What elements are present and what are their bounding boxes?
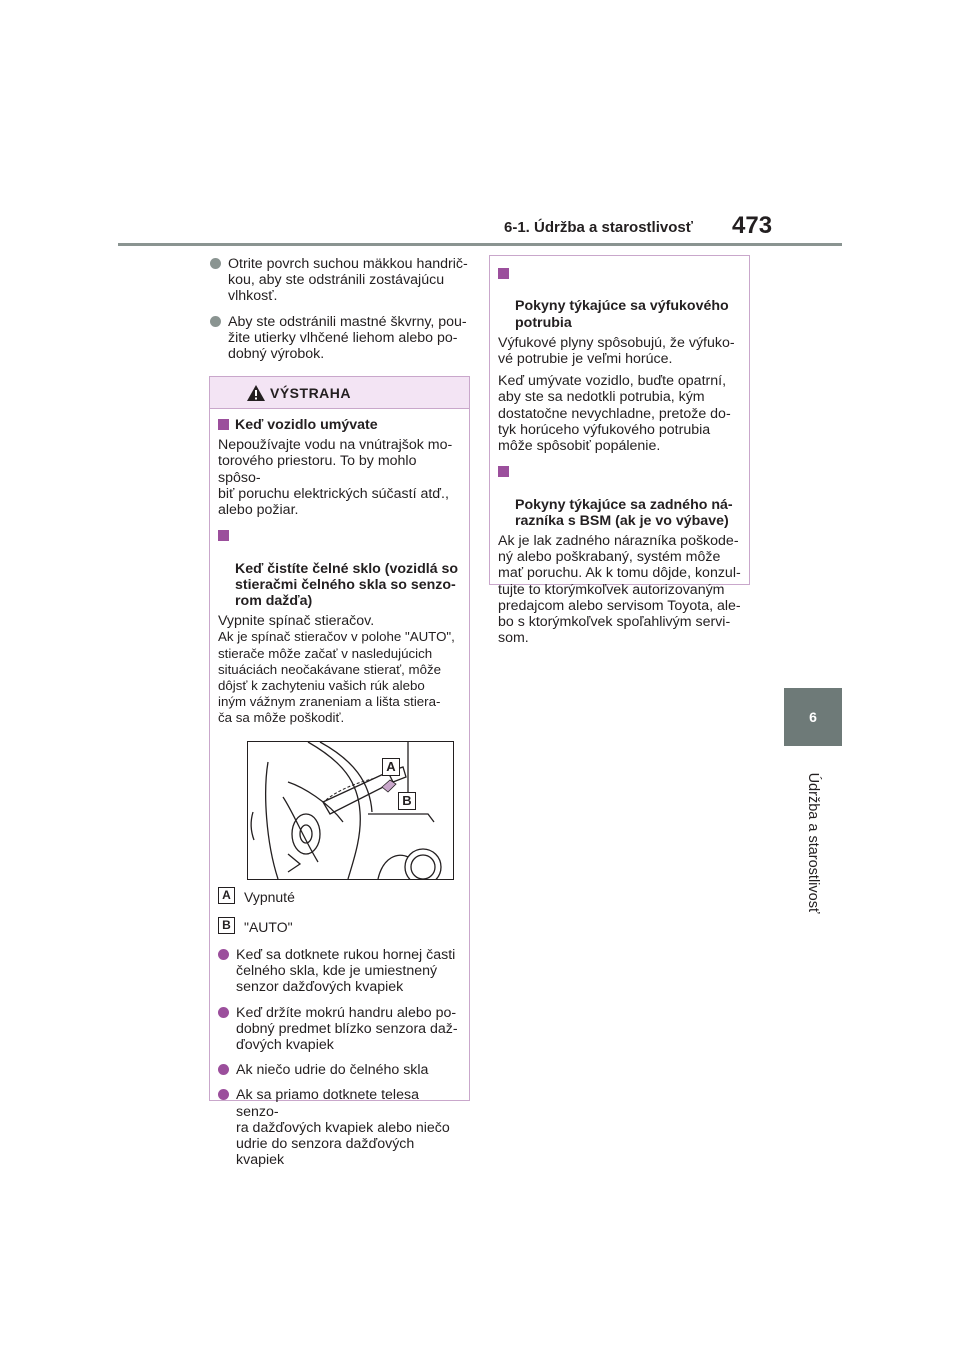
legend-key: A (218, 887, 235, 904)
bullet-icon (210, 316, 221, 327)
warning-title: VÝSTRAHA (270, 385, 352, 401)
bullet-text: Otrite povrch suchou mäkkou handrič- kou, aby ste odstránili zostávajúcu vlhkosť. (228, 256, 468, 305)
bullet-icon (218, 1064, 229, 1075)
bullet-text: Keď držíte mokrú handru alebo po- dobný predmet blízko senzora daž- ďových kvapiek (236, 1004, 458, 1054)
list-item (218, 1087, 461, 1168)
legend-text: Vypnuté (244, 888, 295, 905)
warning-box (209, 376, 470, 1169)
steering-column-drawing (248, 742, 453, 879)
left-column (210, 256, 472, 371)
list-item (218, 947, 461, 996)
section-title: 6-1. Údržba a starostlivosť (504, 219, 693, 236)
section-text: Keď umývate vozidlo, buďte opatrní, aby ste sa nedotkli potrubia, kým dostatočne nevychladne, pretože do- tyk horúceho výfukového potrubia môže spôsobiť popálenie. (498, 373, 731, 455)
bullet-text: Aby ste odstránili mastné škvrny, pou- žite utierky vlhčené liehom alebo po- dobný výrobok. (228, 313, 467, 363)
bullet-text: Ak sa priamo dotknete telesa senzo- ra dažďových kvapiek alebo niečo udrie do senzora dažďových kvapiek (236, 1087, 450, 1169)
legend-item (218, 919, 461, 935)
bullet-text: Ak niečo udrie do čelného skla (236, 1062, 429, 1079)
section-text-para: Ak je spínač stieračov v polohe "AUTO", stierače môže začať v nasledujúcich situáciách neočakávane stierať, môže dôjsť k zachyteniu vašich rúk alebo iným vážnym zraneniam a lišta stiera- ča sa môže poškodiť. (218, 629, 455, 726)
chapter-title: Údržba a starostlivosť (805, 772, 821, 914)
section-text: Ak je lak zadného nárazníka poškode- ný alebo poškrabaný, systém môže mať poruchu. Ak k tomu dôjde, konzul- tujte to ktorýmkoľvek autorizovaným predajcom alebo servisom Toyota, ale- bo s ktorýmkoľvek spoľahlivým servi- som. (498, 533, 741, 647)
legend-item (218, 889, 461, 905)
square-bullet-icon (218, 419, 229, 430)
bullet-icon (218, 1007, 229, 1018)
notice-box (489, 255, 750, 647)
section-text: Výfukové plyny spôsobujú, že výfuko- vé potrubie je veľmi horúce. (498, 334, 735, 368)
section-text (218, 613, 461, 726)
section-heading: Keď čistíte čelné sklo (vozidlá so stieračmi čelného skla so senzo- rom dažďa) (218, 528, 461, 609)
bullet-text: Keď sa dotknete rukou hornej časti čelného skla, kde je umiestnený senzor dažďových kvapiek (236, 947, 456, 996)
list-item (218, 1005, 461, 1054)
legend-key: B (218, 917, 235, 934)
list-item (218, 1062, 461, 1078)
square-bullet-icon (498, 268, 509, 279)
list-item (210, 256, 472, 305)
section-heading: Keď vozidlo umývate (218, 417, 461, 433)
warning-header (210, 377, 469, 409)
section-text-line: Vypnite spínač stieračov. (218, 613, 375, 630)
chapter-tab: 6 (784, 688, 842, 746)
section-text: Nepoužívajte vodu na vnútrajšok mo- torového priestoru. To by mohlo spôso- biť poruchu elektrických súčastí atď., alebo požiar. (218, 437, 453, 519)
list-item (210, 314, 472, 363)
warning-icon (246, 384, 266, 402)
square-bullet-icon (498, 466, 509, 477)
callout-a: A (382, 758, 400, 776)
bullet-icon (210, 258, 221, 269)
section-heading: Pokyny týkajúce sa výfukového potrubia (498, 266, 741, 331)
bullet-icon (218, 1089, 229, 1100)
wiper-switch-illustration (247, 741, 454, 880)
bullet-icon (218, 949, 229, 960)
callout-b: B (398, 792, 416, 810)
section-heading: Pokyny týkajúce sa zadného ná- razníka s BSM (ak je vo výbave) (498, 464, 741, 529)
square-bullet-icon (218, 530, 229, 541)
page-number: 473 (732, 212, 773, 239)
legend-text: "AUTO" (244, 918, 293, 935)
header-rule (118, 243, 842, 246)
